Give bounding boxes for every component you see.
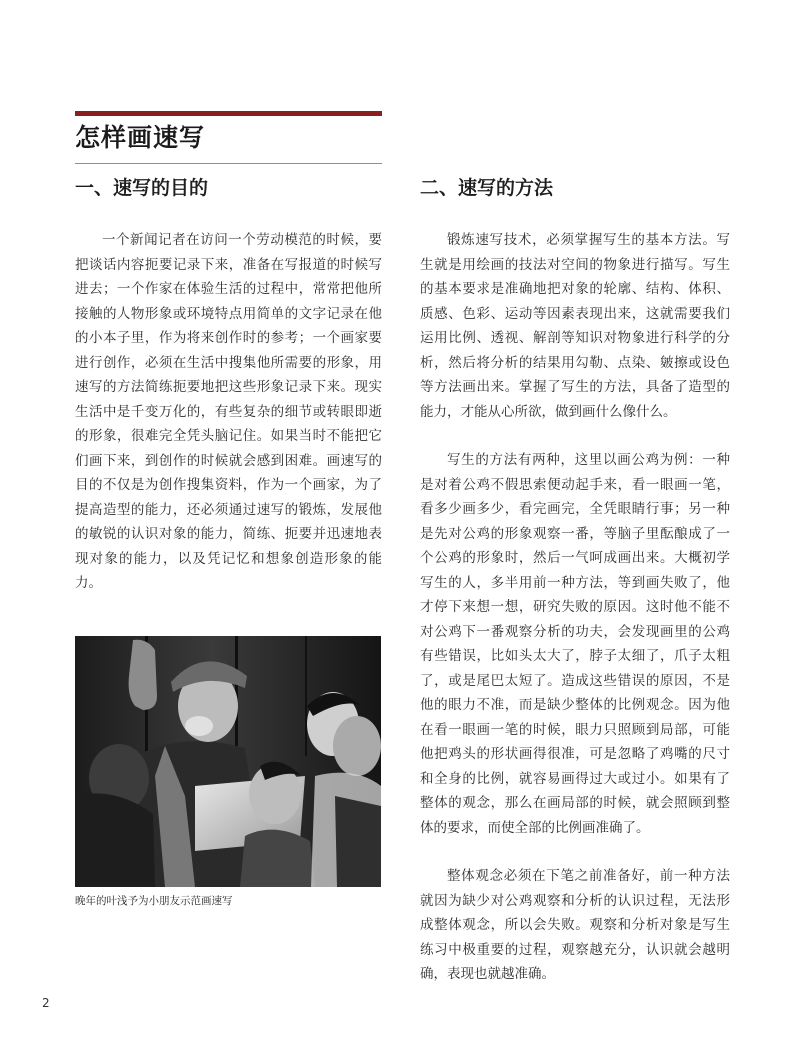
photo-caption: 晚年的叶浅予为小朋友示范画速写 bbox=[75, 895, 233, 907]
page-number: 2 bbox=[42, 996, 50, 1010]
paragraph: 整体观念必须在下笔之前准备好，前一种方法就因为缺少对公鸡观察和分析的认识过程，无法形成整体观念，所以会失败。观察和分析对象是写生练习中极重要的过程，观察越充分，认识就会越明确，表现也就越准确。 bbox=[420, 868, 730, 982]
section-body-purpose bbox=[75, 228, 382, 596]
photo-image bbox=[75, 636, 381, 887]
paragraph: 写生的方法有两种，这里以画公鸡为例：一种是对着公鸡不假思索便动起手来，看一眼画一笔，看多少画多少，看完画完，全凭眼睛行事；另一种是先对公鸡的形象观察一番，等脑子里酝酿成了一个公鸡的形象时，然后一气呵成画出来。大概初学写生的人，多半用前一种方法，等到画失败了，他才停下来想一想，研究失败的原因。这时他不能不对公鸡下一番观察分析的功夫，会发现画里的公鸡有些错误，比如头太大了，脖子太细了，爪子太粗了，或是尾巴太短了。造成这些错误的原因，不是他的眼力不准，而是缺少整体的比例观念。因为他在看一眼画一笔的时候，眼力只照顾到局部，可能他把鸡头的形状画得很准，可是忽略了鸡嘴的尺寸和全身的比例，就容易画得过大或过小。如果有了整体的观念，那么在画局部的时候，就会照顾到整体的要求，而使全部的比例画准确了。 bbox=[420, 452, 730, 836]
paragraph: 一个新闻记者在访问一个劳动模范的时候，要把谈话内容扼要记录下来，准备在写报道的时候写进去；一个作家在体验生活的过程中，常常把他所接触的人物形象或环境特点用简单的文字记录在他的小本子里，作为将来创作时的参考；一个画家要进行创作，必须在生活中搜集他所需要的形象，用速写的方法简练扼要地把这些形象记录下来。现实生活中是千变万化的，有些复杂的细节或转眼即逝的形象，很难完全凭头脑记住。如果当时不能把它们画下来，到创作的时候就会感到困难。画速写的目的不仅是为创作搜集资料，作为一个画家，为了提高造型的能力，还必须通过速写的锻炼，发展他的敏锐的认识对象的能力，简练、扼要并迅速地表现对象的能力，以及凭记忆和想象创造形象的能力。 bbox=[75, 232, 382, 591]
title-bottom-rule bbox=[75, 163, 382, 164]
paragraph: 锻炼速写技术，必须掌握写生的基本方法。写生就是用绘画的技法对空间的物象进行描写。写生的基本要求是准确地把对象的轮廓、结构、体积、质感、色彩、运动等因素表现出来，这就需要我们运用比例、透视、解剖等知识对物象进行科学的分析，然后将分析的结果用勾勒、点染、皴擦或设色等方法画出来。掌握了写生的方法，具备了造型的能力，才能从心所欲，做到画什么像什么。 bbox=[420, 232, 730, 420]
title-top-rule bbox=[75, 111, 382, 116]
photo-illustration bbox=[75, 636, 381, 887]
section-body-method bbox=[420, 228, 730, 987]
section-heading-purpose: 一、速写的目的 bbox=[75, 177, 209, 199]
section-heading-method: 二、速写的方法 bbox=[420, 177, 554, 199]
page-title: 怎样画速写 bbox=[75, 123, 206, 152]
